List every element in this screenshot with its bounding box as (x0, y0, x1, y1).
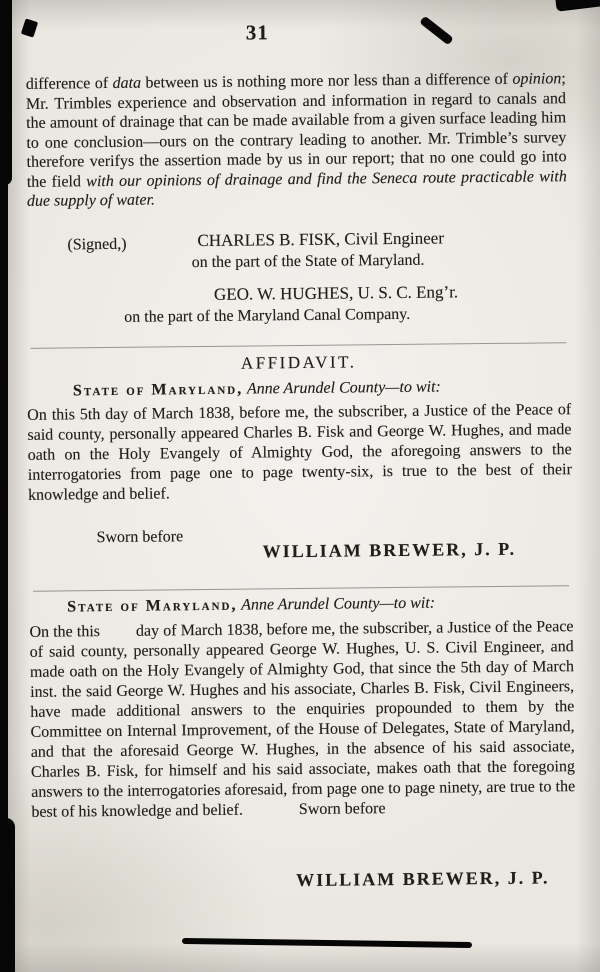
affidavit2-state-line (67, 595, 435, 617)
body-text: On the this (29, 623, 101, 641)
state-of-maryland-smallcaps: State of Maryland, (72, 380, 244, 400)
signature-fisk-role: on the part of the State of Maryland. (191, 251, 425, 272)
affidavit2-body (29, 617, 575, 823)
affidavit-heading: AFFIDAVIT. (240, 352, 357, 373)
body-text: day of March 1838, before me, the subscriber, a Justice of the Peace of said county, personally appeared George W. Hughes, U. S. Civil Engineer, and made oath on the Holy Evangely of Almighty God, that since the 5th day of March inst. the said George W. Hughes and his associate, Charles B. Fisk, Civil Engineers, have made additional answers to the enquiries propounded to them by the Committee on Internal Improvement, of the House of Delegates, State of Maryland, and that the aforesaid George W. Hughes, in the absence of his said associate, Charles B. Fisk, for himself and his said associate, makes oath that the foregoing answers to the interrogatories aforesaid, from page one to page ninety, are true to the best of his knowledge and belief. (29, 618, 576, 821)
italic-word-opinion: opinion (512, 70, 562, 88)
page-number: 31 (245, 20, 269, 45)
scan-artifact-left-edge-top (0, 0, 12, 185)
affidavit1-state-line (73, 379, 441, 401)
scan-artifact-left-edge-bottom (0, 818, 15, 972)
signature-hughes: GEO. W. HUGHES, U. S. C. Eng’r. (213, 282, 459, 304)
affidavit1-body: On this 5th day of March 1838, before me, the subscriber, a Justice of the Peace of said county, personally appeared Charles B. Fisk and George W. Hughes, and made oath on the Holy Evangely of Almighty God, the aforegoing answers to the interrogatories from page one to page twenty-six, is true to the best of their knowledge and belief. (27, 401, 572, 504)
section-divider (33, 585, 569, 592)
section-divider (31, 342, 567, 349)
affidavit1-sworn-before: Sworn before (96, 528, 184, 547)
continuation-paragraph (26, 69, 567, 211)
county-italic: Anne Arundel County—to wit: (243, 378, 441, 398)
paragraph-text: difference of (25, 74, 113, 93)
italic-word-data: data (112, 74, 142, 92)
signature-fisk: CHARLES B. FISK, Civil Engineer (197, 228, 445, 251)
affidavit2-sworn-before: Sworn before (298, 800, 386, 819)
affidavit1-signature-brewer: WILLIAM BREWER, J. P. (262, 538, 517, 562)
signed-label: (Signed,) (67, 235, 127, 254)
italic-phrase-drainage: with our opinions of drainage and find the Seneca route practicable with due supply of water. (26, 167, 567, 210)
signature-hughes-role: on the part of the Maryland Canal Company. (124, 305, 411, 326)
state-of-maryland-smallcaps: State of Maryland, (67, 596, 238, 616)
affidavit2-signature-brewer: WILLIAM BREWER, J. P. (296, 867, 550, 891)
paragraph-text: between us is nothing more nor less than a difference of (140, 70, 513, 92)
paragraph-text: ; Mr. Trimbles experience and observation and information in regard to canals and the amount of drainage that can be made available from a given surface leading him to one conclusion—ours on the contrary leading to another. Mr. Trimble’s survey therefore verifys the assertion made by us in our report; that no one could go into the field (25, 70, 567, 191)
county-italic: Anne Arundel County—to wit: (237, 594, 436, 614)
